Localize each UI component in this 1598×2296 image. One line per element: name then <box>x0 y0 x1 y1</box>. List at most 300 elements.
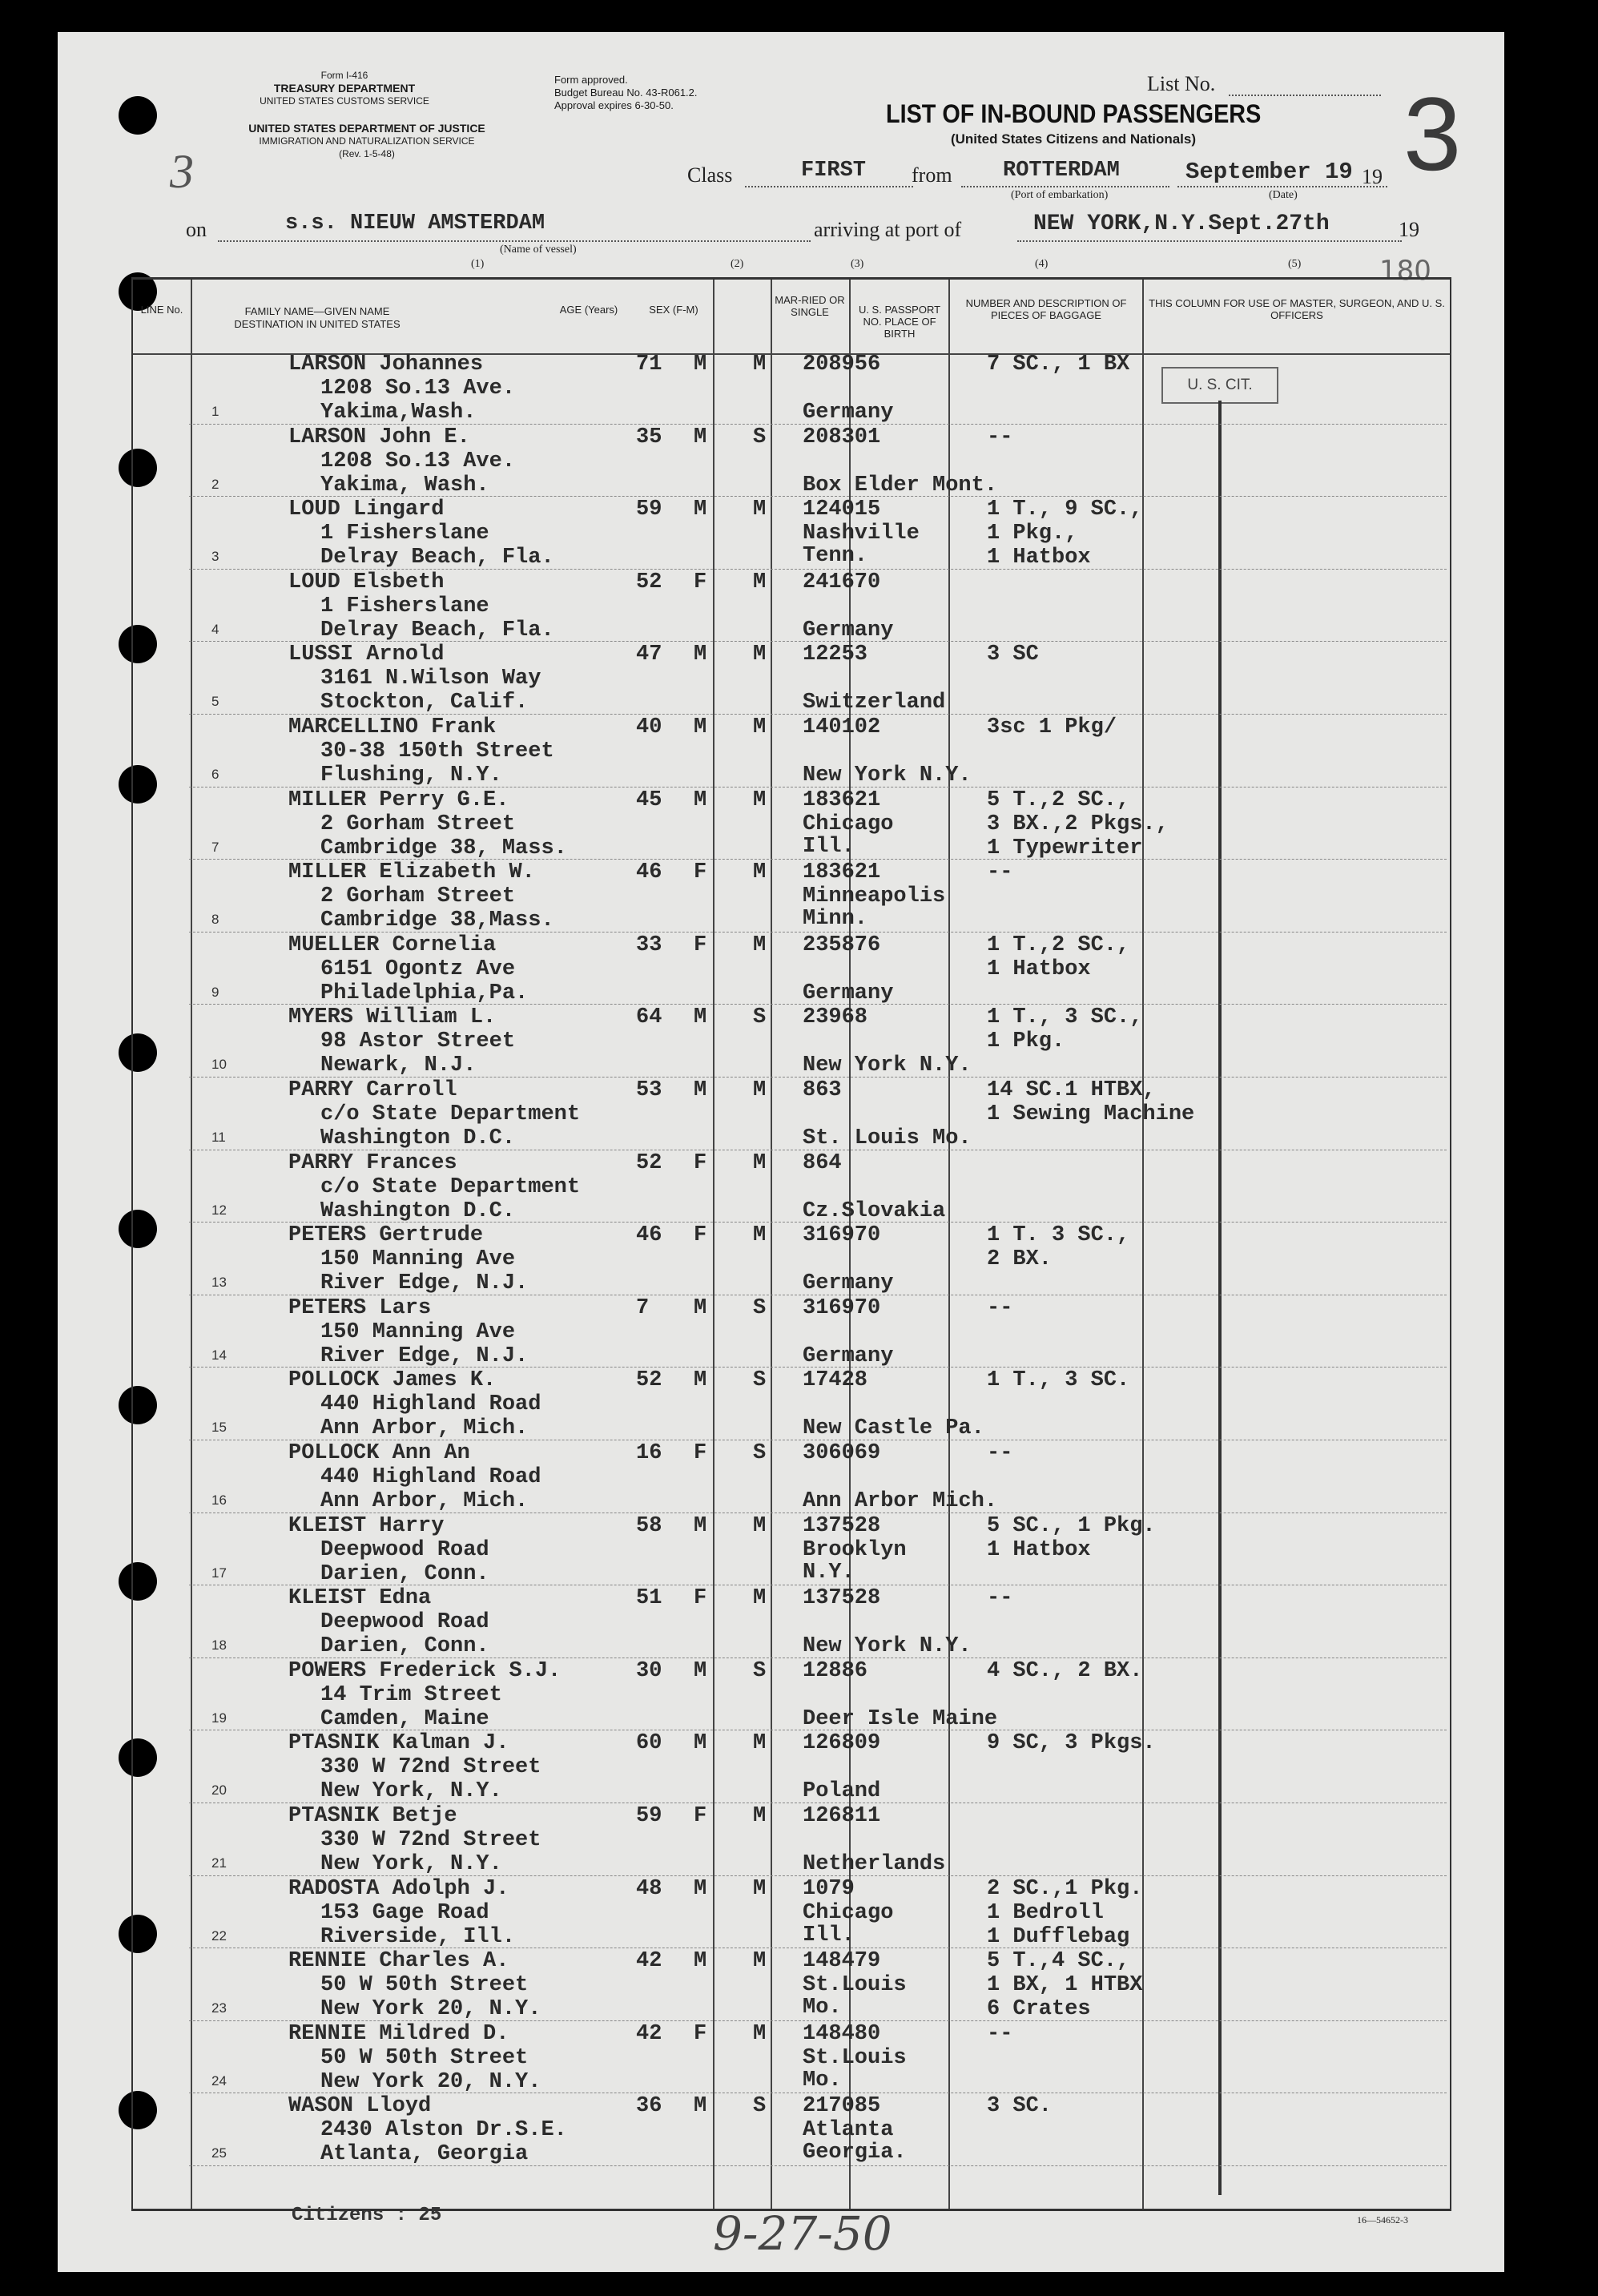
marital-status: M <box>753 860 767 885</box>
passenger-name: MILLER Perry G.E. <box>288 787 509 812</box>
age: 36 <box>636 2094 662 2119</box>
passport-number: 316970 <box>803 1223 881 1248</box>
sex: F <box>694 932 707 957</box>
address-line-1: 1208 So.13 Ave. <box>320 377 516 401</box>
line-number: 23 <box>211 2000 227 2016</box>
address-line-1: c/o State Department <box>320 1102 581 1126</box>
baggage-line: 1 T.,2 SC., <box>987 932 1130 957</box>
passport-number: 148479 <box>803 1949 881 1974</box>
place-of-birth: Atlanta <box>803 2118 894 2143</box>
place-of-birth: Cz.Slovakia <box>803 1198 946 1223</box>
place-of-birth: Germany <box>803 981 894 1005</box>
sex: M <box>694 787 707 812</box>
passport-number: 864 <box>803 1150 842 1175</box>
line-number: 8 <box>211 912 219 928</box>
address-line-1: 2 Gorham Street <box>320 812 516 836</box>
list-number: 3 <box>1403 75 1462 192</box>
passenger-name: PARRY Carroll <box>288 1078 457 1102</box>
date-caption: (Date) <box>1269 189 1298 201</box>
address-line-2: Washington D.C. <box>320 1198 516 1223</box>
expires-label: Approval expires 6-30-50. <box>554 99 674 111</box>
baggage-line: 9 SC, 3 Pkgs. <box>987 1731 1156 1756</box>
address-line-1: 153 Gage Road <box>320 1900 489 1925</box>
marital-status: M <box>753 787 767 812</box>
marital-status: M <box>753 1949 767 1974</box>
line-number: 6 <box>211 767 219 782</box>
col-num-4: (4) <box>1035 258 1049 270</box>
place-of-birth: Chicago <box>803 812 894 836</box>
address-line-2: New York 20, N.Y. <box>320 1997 541 2022</box>
place-of-birth: Mo. <box>803 1996 842 2020</box>
baggage-line: 3 SC <box>987 642 1039 667</box>
age: 42 <box>636 1949 662 1974</box>
form-number: Form I-416 <box>320 70 368 81</box>
passenger-name: LUSSI Arnold <box>288 642 445 667</box>
marital-status: S <box>753 1658 767 1683</box>
age: 59 <box>636 1804 662 1828</box>
place-of-birth: St. Louis Mo. <box>803 1126 972 1150</box>
line-number: 10 <box>211 1057 227 1073</box>
marital-status: S <box>753 1441 767 1465</box>
place-of-birth: St.Louis <box>803 1973 907 1998</box>
place-of-birth: Minneapolis <box>803 884 946 909</box>
passport-number: 217085 <box>803 2094 881 2119</box>
sex: F <box>694 1441 707 1465</box>
baggage-line: 1 Pkg. <box>987 1029 1065 1054</box>
place-of-birth: Brooklyn <box>803 1537 907 1562</box>
address-line-2: Delray Beach, Fla. <box>320 618 554 642</box>
passport-number: 124015 <box>803 497 881 522</box>
address-line-1: Deepwood Road <box>320 1610 489 1635</box>
age: 7 <box>636 1295 650 1320</box>
sex: M <box>694 715 707 739</box>
marital-status: M <box>753 1876 767 1901</box>
address-line-2: Delray Beach, Fla. <box>320 546 554 570</box>
address-line-2: New York 20, N.Y. <box>320 2069 541 2094</box>
line-number: 21 <box>211 1855 227 1871</box>
place-of-birth: Germany <box>803 401 894 425</box>
age: 46 <box>636 860 662 885</box>
place-of-birth: St.Louis <box>803 2045 907 2070</box>
approval-block <box>554 74 747 112</box>
baggage-line: -- <box>987 425 1013 449</box>
place-of-birth: New York N.Y. <box>803 763 972 787</box>
baggage-line: 5 T.,2 SC., <box>987 787 1130 812</box>
baggage-line: 1 T. 3 SC., <box>987 1223 1130 1248</box>
arriving-line <box>1017 240 1402 242</box>
age: 47 <box>636 642 662 667</box>
baggage-line: 4 SC., 2 BX. <box>987 1658 1143 1683</box>
col-passport: U. S. PASSPORT NO. PLACE OF BIRTH <box>858 304 941 340</box>
age: 30 <box>636 1658 662 1683</box>
address-line-1: 2430 Alston Dr.S.E. <box>320 2118 567 2143</box>
address-line-2: Ann Arbor, Mich. <box>320 1416 529 1441</box>
passenger-name: POLLOCK Ann An <box>288 1441 470 1465</box>
col-num-3: (3) <box>851 258 864 270</box>
address-line-1: 150 Manning Ave <box>320 1247 516 1272</box>
sex: F <box>694 1586 707 1611</box>
address-line-2: Riverside, Ill. <box>320 1924 516 1949</box>
binder-hole <box>119 96 157 135</box>
line-number: 16 <box>211 1492 227 1508</box>
baggage-line: -- <box>987 1295 1013 1320</box>
port-embark: ROTTERDAM <box>1003 159 1120 183</box>
line-number: 22 <box>211 1927 227 1944</box>
address-line-1: 1208 So.13 Ave. <box>320 449 516 473</box>
baggage-line: 1 Hatbox <box>987 546 1091 570</box>
address-line-2: Camden, Maine <box>320 1706 489 1731</box>
age: 33 <box>636 932 662 957</box>
line-number: 15 <box>211 1420 227 1436</box>
customs-label: UNITED STATES CUSTOMS SERVICE <box>260 95 429 107</box>
baggage-line: 2 SC.,1 Pkg. <box>987 1876 1143 1901</box>
passenger-name: MYERS William L. <box>288 1005 497 1030</box>
age: 58 <box>636 1513 662 1538</box>
page-subtitle: (United States Citizens and Nationals) <box>950 131 1197 147</box>
address-line-1: 98 Astor Street <box>320 1029 516 1054</box>
passenger-name: PETERS Gertrude <box>288 1223 484 1248</box>
address-line-1: 2 Gorham Street <box>320 884 516 909</box>
page-title: LIST OF IN-BOUND PASSENGERS <box>886 99 1262 128</box>
passenger-name: MUELLER Cornelia <box>288 932 497 957</box>
sex: M <box>694 1513 707 1538</box>
sex: M <box>694 352 707 377</box>
place-of-birth: Germany <box>803 618 894 642</box>
passport-number: 126811 <box>803 1804 881 1828</box>
address-line-2: Washington D.C. <box>320 1126 516 1150</box>
marital-status: M <box>753 570 767 594</box>
passport-number: 863 <box>803 1078 842 1102</box>
age: 46 <box>636 1223 662 1248</box>
marital-status: M <box>753 2021 767 2046</box>
baggage-line: 1 Dufflebag <box>987 1924 1130 1949</box>
line-number: 9 <box>211 984 219 1000</box>
marital-status: S <box>753 2094 767 2119</box>
place-of-birth: Switzerland <box>803 691 946 715</box>
treasury-label: TREASURY DEPARTMENT <box>273 82 416 95</box>
line-number: 7 <box>211 839 219 855</box>
age: 60 <box>636 1731 662 1756</box>
passenger-name: RENNIE Mildred D. <box>288 2021 509 2046</box>
class-value: FIRST <box>801 159 867 183</box>
passenger-name: PTASNIK Betje <box>288 1804 457 1828</box>
col-line-no: LINE No. <box>140 304 183 316</box>
address-line-2: Newark, N.J. <box>320 1053 477 1078</box>
sex: M <box>694 1731 707 1756</box>
baggage-line: -- <box>987 2021 1013 2046</box>
line-number: 4 <box>211 621 219 637</box>
col-destination: DESTINATION IN UNITED STATES <box>234 318 401 330</box>
place-of-birth: N.Y. <box>803 1560 855 1585</box>
from-label: from <box>912 163 952 187</box>
line-number: 13 <box>211 1275 227 1291</box>
address-line-2: River Edge, N.J. <box>320 1343 529 1368</box>
sex: M <box>694 1949 707 1974</box>
address-line-2: Darien, Conn. <box>320 1561 489 1586</box>
col-married: MAR-RIED OR SINGLE <box>775 294 845 318</box>
sex: M <box>694 497 707 522</box>
baggage-line: 14 SC.1 HTBX, <box>987 1078 1156 1102</box>
passport-number: 241670 <box>803 570 881 594</box>
age: 48 <box>636 1876 662 1901</box>
passenger-name: MARCELLINO Frank <box>288 715 497 739</box>
justice-header <box>183 122 551 160</box>
marital-status: M <box>753 1150 767 1175</box>
passport-number: 208301 <box>803 425 881 449</box>
place-of-birth: Deer Isle Maine <box>803 1706 998 1731</box>
passport-number: 137528 <box>803 1586 881 1611</box>
age: 59 <box>636 497 662 522</box>
year-prefix: 19 <box>1362 165 1383 188</box>
line-number: 12 <box>211 1202 227 1218</box>
sex: F <box>694 1223 707 1248</box>
line-number: 14 <box>211 1347 227 1363</box>
passport-number: 12886 <box>803 1658 868 1683</box>
sex: F <box>694 2021 707 2046</box>
place-of-birth: Germany <box>803 1343 894 1368</box>
sex: M <box>694 642 707 667</box>
address-line-1: 440 Highland Road <box>320 1465 541 1489</box>
age: 52 <box>636 1150 662 1175</box>
address-line-2: Cambridge 38,Mass. <box>320 908 554 933</box>
address-line-2: New York, N.Y. <box>320 1779 502 1804</box>
baggage-line: 5 SC., 1 Pkg. <box>987 1513 1156 1538</box>
passenger-name: PTASNIK Kalman J. <box>288 1731 509 1756</box>
baggage-line: 3sc 1 Pkg/ <box>987 715 1117 739</box>
arriving-port: NEW YORK,N.Y.Sept.27th <box>1033 211 1330 236</box>
marital-status: M <box>753 352 767 377</box>
col-age: AGE (Years) <box>559 304 618 316</box>
baggage-line: -- <box>987 1441 1013 1465</box>
address-line-1: 6151 Ogontz Ave <box>320 957 516 981</box>
line-number: 3 <box>211 549 219 565</box>
baggage-line: 3 SC. <box>987 2094 1053 2119</box>
marital-status: M <box>753 642 767 667</box>
approved-label: Form approved. <box>554 74 628 86</box>
marital-status: M <box>753 1513 767 1538</box>
place-of-birth: Chicago <box>803 1900 894 1925</box>
passenger-name: MILLER Elizabeth W. <box>288 860 535 885</box>
baggage-line: 6 Crates <box>987 1997 1091 2022</box>
baggage-line: 1 Hatbox <box>987 957 1091 981</box>
marital-status: M <box>753 497 767 522</box>
passport-number: 306069 <box>803 1441 881 1465</box>
baggage-line: 1 Pkg., <box>987 522 1078 546</box>
passenger-name: LOUD Elsbeth <box>288 570 445 594</box>
age: 53 <box>636 1078 662 1102</box>
address-line-1: 330 W 72nd Street <box>320 1755 541 1780</box>
list-no-line <box>1229 95 1381 96</box>
line-number: 2 <box>211 476 219 492</box>
margin-mark: 3 <box>170 145 194 198</box>
address-line-2: Yakima,Wash. <box>320 401 477 425</box>
place-of-birth: New York N.Y. <box>803 1053 972 1078</box>
stamp-line <box>1218 401 1222 2195</box>
passport-number: 140102 <box>803 715 881 739</box>
port-line <box>961 186 1169 187</box>
passport-number: 137528 <box>803 1513 881 1538</box>
vessel-caption: (Name of vessel) <box>500 244 577 256</box>
sex: M <box>694 1368 707 1393</box>
sex: F <box>694 1150 707 1175</box>
address-line-1: 50 W 50th Street <box>320 2045 529 2070</box>
arriving-label: arriving at port of <box>814 218 962 241</box>
passport-number: 12253 <box>803 642 868 667</box>
sex: M <box>694 1078 707 1102</box>
place-of-birth: Minn. <box>803 907 868 932</box>
baggage-line: 1 Bedroll <box>987 1900 1104 1925</box>
class-label: Class <box>687 163 733 187</box>
marital-status: M <box>753 715 767 739</box>
passenger-name: KLEIST Edna <box>288 1586 432 1611</box>
place-of-birth: Tenn. <box>803 544 868 569</box>
place-of-birth: Ill. <box>803 1923 855 1948</box>
page-mark: 180 <box>1379 255 1431 287</box>
marital-status: M <box>753 1731 767 1756</box>
line-number: 18 <box>211 1637 227 1654</box>
address-line-2: New York, N.Y. <box>320 1852 502 1876</box>
vessel-line <box>218 240 811 242</box>
agency-header <box>240 69 449 107</box>
passenger-name: KLEIST Harry <box>288 1513 445 1538</box>
marital-status: S <box>753 1295 767 1320</box>
marital-status: S <box>753 1005 767 1030</box>
passenger-name: RADOSTA Adolph J. <box>288 1876 509 1901</box>
passport-number: 148480 <box>803 2021 881 2046</box>
year-prefix-2: 19 <box>1399 218 1419 241</box>
address-line-2: River Edge, N.J. <box>320 1271 529 1296</box>
port-caption: (Port of embarkation) <box>1011 189 1109 201</box>
passport-number: 1079 <box>803 1876 855 1901</box>
place-of-birth: New York N.Y. <box>803 1634 972 1659</box>
baggage-line: -- <box>987 860 1013 885</box>
address-line-2: Stockton, Calif. <box>320 691 529 715</box>
passport-number: 17428 <box>803 1368 868 1393</box>
col-name: FAMILY NAME—GIVEN NAME <box>244 305 390 317</box>
passenger-name: LARSON John E. <box>288 425 470 449</box>
address-line-1: 30-38 150th Street <box>320 739 554 763</box>
baggage-line: 1 T., 3 SC. <box>987 1368 1130 1393</box>
col-baggage: NUMBER AND DESCRIPTION OF PIECES OF BAGGAGE <box>965 297 1127 321</box>
sex: M <box>694 1295 707 1320</box>
baggage-line: 1 Typewriter <box>987 836 1143 860</box>
place-of-birth: Germany <box>803 1271 894 1296</box>
place-of-birth: Netherlands <box>803 1852 946 1876</box>
line-number: 19 <box>211 1710 227 1726</box>
address-line-1: 14 Trim Street <box>320 1682 502 1707</box>
address-line-1: Deepwood Road <box>320 1537 489 1562</box>
address-line-2: Yakima, Wash. <box>320 473 489 497</box>
age: 51 <box>636 1586 662 1611</box>
col-sex: SEX (F-M) <box>649 304 698 316</box>
marital-status: M <box>753 1804 767 1828</box>
sex: M <box>694 1658 707 1683</box>
age: 35 <box>636 425 662 449</box>
marital-status: M <box>753 1586 767 1611</box>
list-no-label: List No. <box>1147 72 1216 95</box>
marital-status: M <box>753 932 767 957</box>
passenger-name: WASON Lloyd <box>288 2094 432 2119</box>
class-line <box>745 186 913 187</box>
place-of-birth: Nashville <box>803 522 920 546</box>
sex: M <box>694 1876 707 1901</box>
age: 45 <box>636 787 662 812</box>
justice-label: UNITED STATES DEPARTMENT OF JUSTICE <box>248 122 485 135</box>
place-of-birth: Mo. <box>803 2068 842 2093</box>
sex: F <box>694 570 707 594</box>
address-line-1: 330 W 72nd Street <box>320 1828 541 1852</box>
passport-number: 183621 <box>803 860 881 885</box>
budget-label: Budget Bureau No. 43-R061.2. <box>554 87 698 99</box>
place-of-birth: New Castle Pa. <box>803 1416 984 1441</box>
address-line-2: Flushing, N.Y. <box>320 763 502 787</box>
line-number: 11 <box>211 1130 226 1145</box>
passport-number: 208956 <box>803 352 881 377</box>
address-line-1: 50 W 50th Street <box>320 1973 529 1998</box>
address-line-2: Ann Arbor, Mich. <box>320 1489 529 1513</box>
age: 40 <box>636 715 662 739</box>
age: 71 <box>636 352 662 377</box>
sex: M <box>694 1005 707 1030</box>
col-num-1: (1) <box>471 258 485 270</box>
baggage-line: 1 Sewing Machine <box>987 1102 1195 1126</box>
print-code: 16—54652-3 <box>1357 2214 1408 2226</box>
ins-label: IMMIGRATION AND NATURALIZATION SERVICE <box>259 135 475 147</box>
line-number: 20 <box>211 1782 227 1799</box>
passport-number: 183621 <box>803 787 881 812</box>
passenger-name: LARSON Johannes <box>288 352 484 377</box>
place-of-birth: Ill. <box>803 834 855 859</box>
sex: M <box>694 2094 707 2119</box>
date-line <box>1177 186 1387 187</box>
address-line-1: 150 Manning Ave <box>320 1319 516 1344</box>
passenger-name: LOUD Lingard <box>288 497 445 522</box>
vessel-name: s.s. NIEUW AMSTERDAM <box>285 211 545 236</box>
address-line-2: Cambridge 38, Mass. <box>320 836 567 860</box>
on-label: on <box>186 218 207 241</box>
col-num-5: (5) <box>1288 258 1302 270</box>
col-officers: THIS COLUMN FOR USE OF MASTER, SURGEON, AND U. S. OFFICERS <box>1149 297 1445 321</box>
baggage-line: 1 BX, 1 HTBX <box>987 1973 1143 1998</box>
sex: F <box>694 860 707 885</box>
marital-status: M <box>753 1223 767 1248</box>
handwritten-date: 9-27-50 <box>713 2206 892 2261</box>
age: 42 <box>636 2021 662 2046</box>
baggage-line: 7 SC., 1 BX <box>987 352 1130 377</box>
place-of-birth: Ann Arbor Mich. <box>803 1489 998 1513</box>
passenger-name: RENNIE Charles A. <box>288 1949 509 1974</box>
place-of-birth: Poland <box>803 1779 881 1804</box>
passenger-name: POWERS Frederick S.J. <box>288 1658 562 1683</box>
passport-number: 23968 <box>803 1005 868 1030</box>
passport-number: 126809 <box>803 1731 881 1756</box>
baggage-line: 3 BX.,2 Pkgs., <box>987 812 1169 836</box>
address-line-1: 1 Fisherslane <box>320 594 489 618</box>
baggage-line: 1 T., 9 SC., <box>987 497 1143 522</box>
baggage-line: -- <box>987 1586 1013 1611</box>
age: 16 <box>636 1441 662 1465</box>
passenger-name: POLLOCK James K. <box>288 1368 497 1393</box>
col-num-2: (2) <box>731 258 744 270</box>
rev-label: (Rev. 1-5-48) <box>339 148 395 159</box>
age: 52 <box>636 1368 662 1393</box>
marital-status: M <box>753 1078 767 1102</box>
line-number: 5 <box>211 694 219 710</box>
baggage-line: 1 Hatbox <box>987 1537 1091 1562</box>
address-line-2: Atlanta, Georgia <box>320 2142 529 2167</box>
arrival-date: September 19 <box>1185 159 1353 185</box>
baggage-line: 1 T., 3 SC., <box>987 1005 1143 1030</box>
